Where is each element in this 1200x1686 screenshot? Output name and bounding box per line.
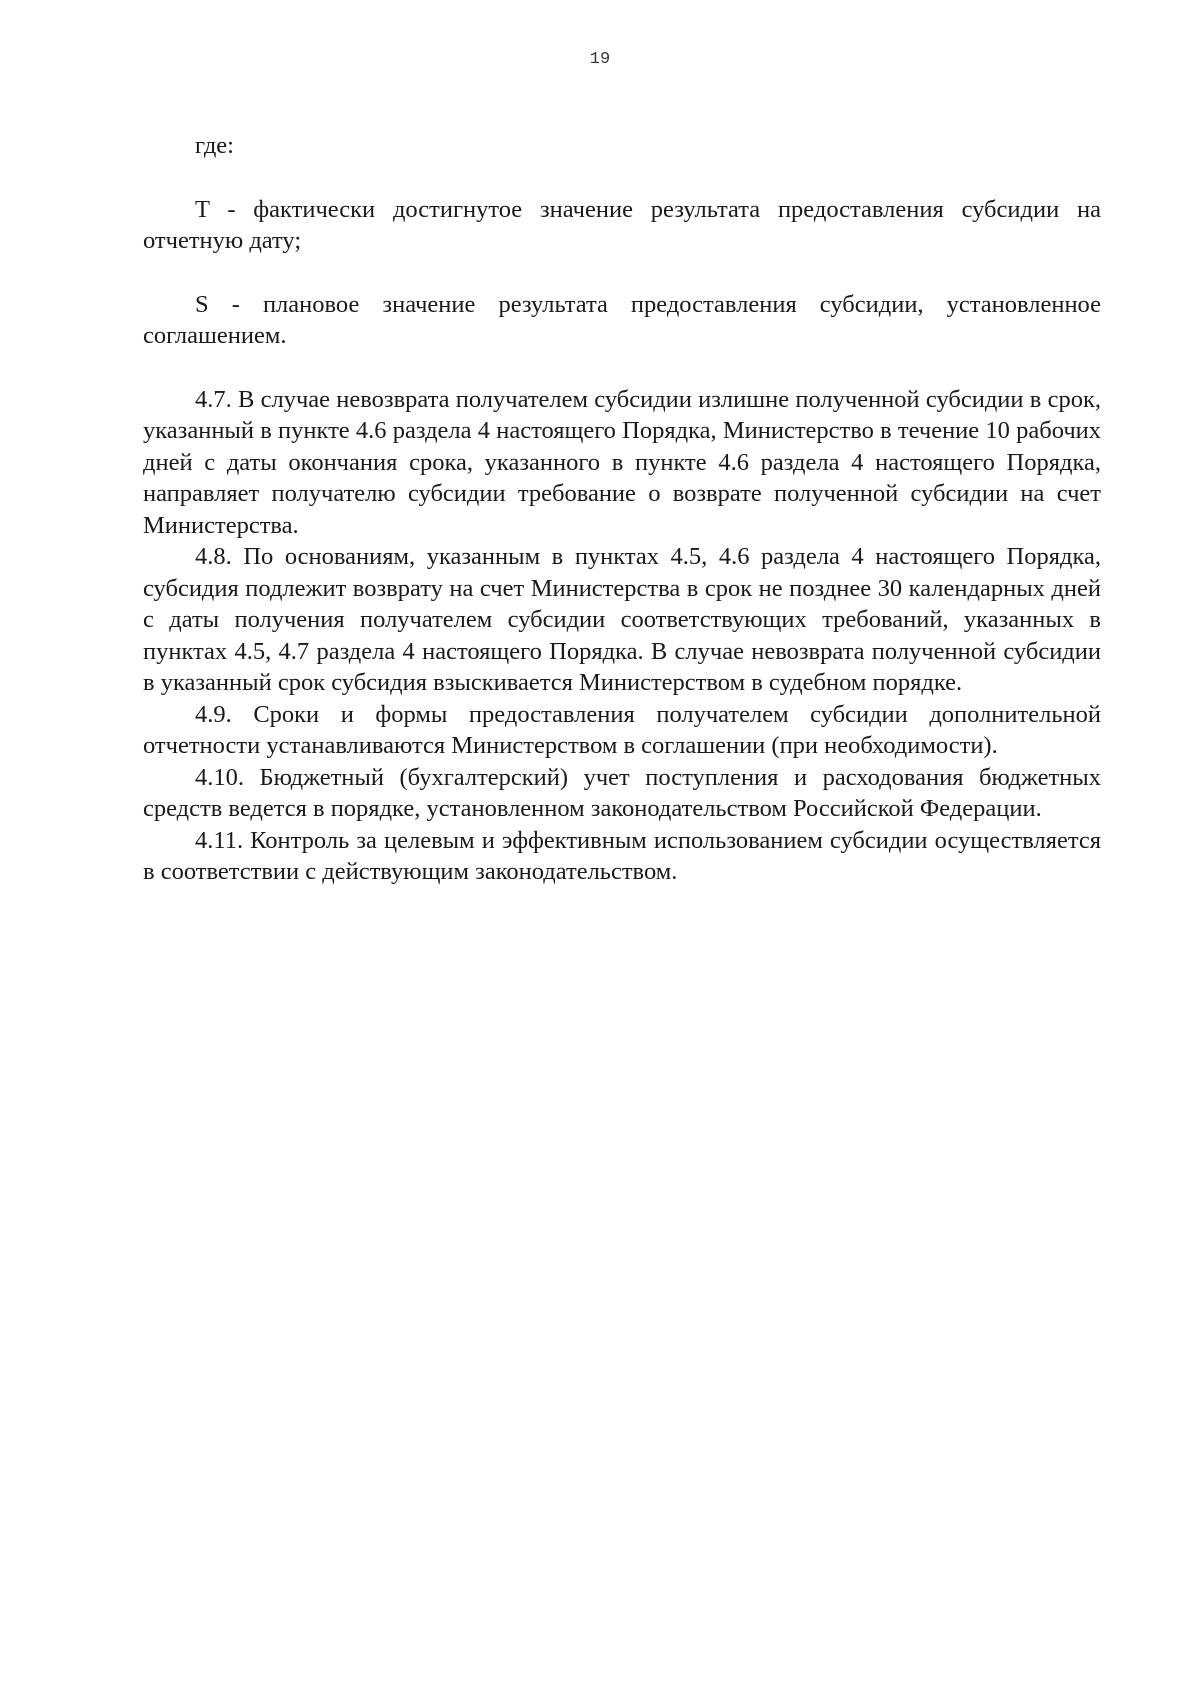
paragraph-4-11: 4.11. Контроль за целевым и эффективным использованием субсидии осуществляется в соответствии с действующим законодательством. <box>143 826 1101 885</box>
paragraph-4-7: 4.7. В случае невозврата получателем субсидии излишне полученной субсидии в срок, указанный в пункте 4.6 раздела 4 настоящего Порядка, Министерство в течение 10 рабочих дней с даты окончания срока, указанного в пункте 4.6 раздела 4 настоящего Порядка, направляет получателю субсидии требование о возврате полученной субсидии на счет Министерства. <box>143 385 1101 539</box>
definition-t: T - фактически достигнутое значение результата предоставления субсидии на отчетную дату; <box>143 195 1101 254</box>
paragraph-4-10: 4.10. Бюджетный (бухгалтерский) учет поступления и расходования бюджетных средств ведется в порядке, установленном законодательством Российской Федерации. <box>143 763 1101 822</box>
paragraph-4-9: 4.9. Сроки и формы предоставления получателем субсидии дополнительной отчетности устанавливаются Министерством в соглашении (при необходимости). <box>143 700 1101 759</box>
definition-s: S - плановое значение результата предоставления субсидии, установленное соглашением. <box>143 290 1101 349</box>
where-label: где: <box>195 132 234 159</box>
document-body <box>143 130 1101 888</box>
paragraph-4-8: 4.8. По основаниям, указанным в пунктах 4.5, 4.6 раздела 4 настоящего Порядка, субсидия подлежит возврату на счет Министерства в срок не позднее 30 календарных дней с даты получения получателем субсидии соответствующих требований, указанных в пунктах 4.5, 4.7 раздела 4 настоящего Порядка. В случае невозврата полученной субсидии в указанный срок субсидия взыскивается Министерством в судебном порядке. <box>143 543 1101 696</box>
page-number: 19 <box>589 50 611 69</box>
